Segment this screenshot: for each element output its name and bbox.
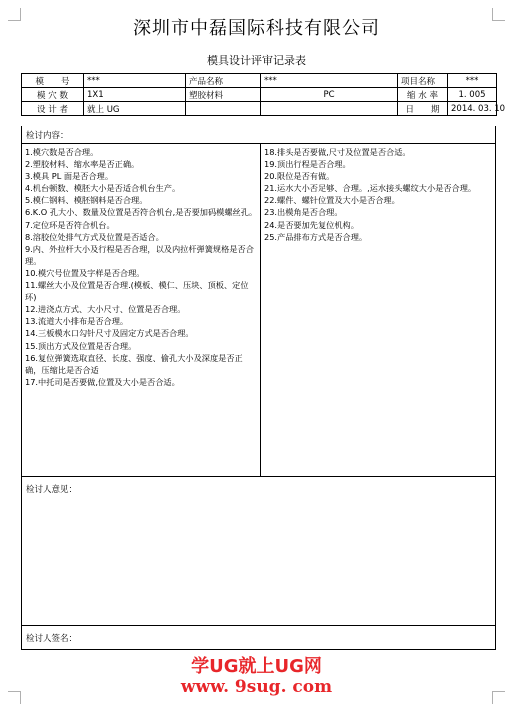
info-row: [22, 74, 497, 88]
info-row: [22, 102, 497, 116]
check-item: 6.K.O 孔大小、数量及位置是否符合机台,是否要加码模螺丝孔。: [25, 207, 258, 218]
check-item: 18.排头是否要做,尺寸及位置是否合适。: [264, 147, 411, 157]
shrinkage-value[interactable]: 1. 005: [448, 88, 497, 102]
check-item: 4.机台顿数、模胚大小是否适合机台生产。: [25, 183, 181, 194]
mold-number-label: 模 号: [22, 74, 84, 88]
designer-label: 设 计 者: [22, 102, 84, 116]
project-name-label: 项目名称: [398, 74, 448, 88]
date-value[interactable]: 2014. 03. 10: [448, 102, 497, 116]
reviewer-opinion-field[interactable]: [21, 477, 496, 626]
product-name-value[interactable]: ***: [261, 74, 398, 88]
check-item: 14.三板模水口勾针尺寸及固定方式是否合理。: [25, 328, 194, 339]
designer-value[interactable]: 就上 UG: [84, 102, 186, 116]
cavity-count-label: 模 穴 数: [22, 88, 84, 102]
check-item: 21.运水大小否足够、合理。,运水接头螺纹大小是否合理。: [264, 183, 477, 194]
check-item: 9.内、外拉杆大小及行程是否合理，以及内拉杆弹簧规格是否合理。: [25, 243, 254, 266]
check-item: 3.模具 PL 面是否合理。: [25, 171, 114, 182]
check-items-left: [22, 144, 261, 476]
watermark-text: 学UG就上UG网: [191, 656, 322, 677]
blank-label-cell: [186, 102, 261, 116]
check-item: 24.是否要加先复位机构。: [264, 219, 359, 230]
check-item: 19.顶出行程是否合理。: [264, 159, 351, 170]
product-name-label: 产品名称: [186, 74, 261, 88]
plastic-material-value[interactable]: PC: [261, 88, 398, 102]
check-items-right: [261, 144, 495, 476]
watermark-url: www. 9sug. com: [180, 677, 333, 697]
company-name: 深圳市中磊国际科技有限公司: [133, 18, 380, 39]
check-item: 10.模穴号位置及字样是否合理。: [25, 267, 145, 278]
check-item: 16.复位弹簧选取直径、长度、强度、偷孔大小及深度是否正确，压缩比是否合适: [25, 352, 243, 375]
check-item: 15.顶出方式及位置是否合理。: [25, 340, 137, 351]
check-item: 1.模穴数是否合理。: [25, 147, 99, 157]
reviewer-opinion-label: 检讨人意见：: [26, 485, 78, 495]
check-content-header: 检讨内容：: [21, 126, 496, 144]
cavity-count-value[interactable]: 1X1: [84, 88, 186, 102]
check-content-body: [21, 144, 496, 477]
check-item: 17.中托司是否要做,位置及大小是否合适。: [25, 376, 180, 387]
reviewer-signature-label: 检讨人签名：: [26, 634, 78, 644]
check-item: 22.螺件、螺针位置及大小是否合理。: [264, 195, 400, 206]
check-item: 11.螺丝大小及位置是否合理.(模板、模仁、压块、顶板、定位环): [25, 280, 249, 303]
check-item: 8.溶胶位处排气方式及位置是否适合。: [25, 231, 164, 242]
check-item: 12.进浇点方式、大小尺寸、位置是否合理。: [25, 304, 186, 315]
check-item: 5.模仁钢料、模胚钢料是否合理。: [25, 195, 148, 206]
check-item: 2.塑胶材料、缩水率是否正确。: [25, 159, 140, 170]
check-item: 13.流道大小排布是否合理。: [25, 316, 129, 327]
check-item: 23.出模角是否合理。: [264, 207, 343, 218]
document-title: 模具设计评审记录表: [207, 54, 306, 67]
check-item: 25.产品排布方式是否合理。: [264, 231, 368, 242]
mold-number-value[interactable]: ***: [84, 74, 186, 88]
plastic-material-label: 塑胶材料: [186, 88, 261, 102]
blank-value-cell[interactable]: [261, 102, 398, 116]
date-label: 日 期: [398, 102, 448, 116]
shrinkage-label: 缩 水 率: [398, 88, 448, 102]
info-row: [22, 88, 497, 102]
check-item: 7.定位环是否符合机台。: [25, 219, 115, 230]
reviewer-signature-field[interactable]: [21, 626, 496, 650]
check-item: 20.限位是否有做。: [264, 171, 335, 182]
info-table: [21, 73, 506, 116]
project-name-value[interactable]: ***: [448, 74, 497, 88]
